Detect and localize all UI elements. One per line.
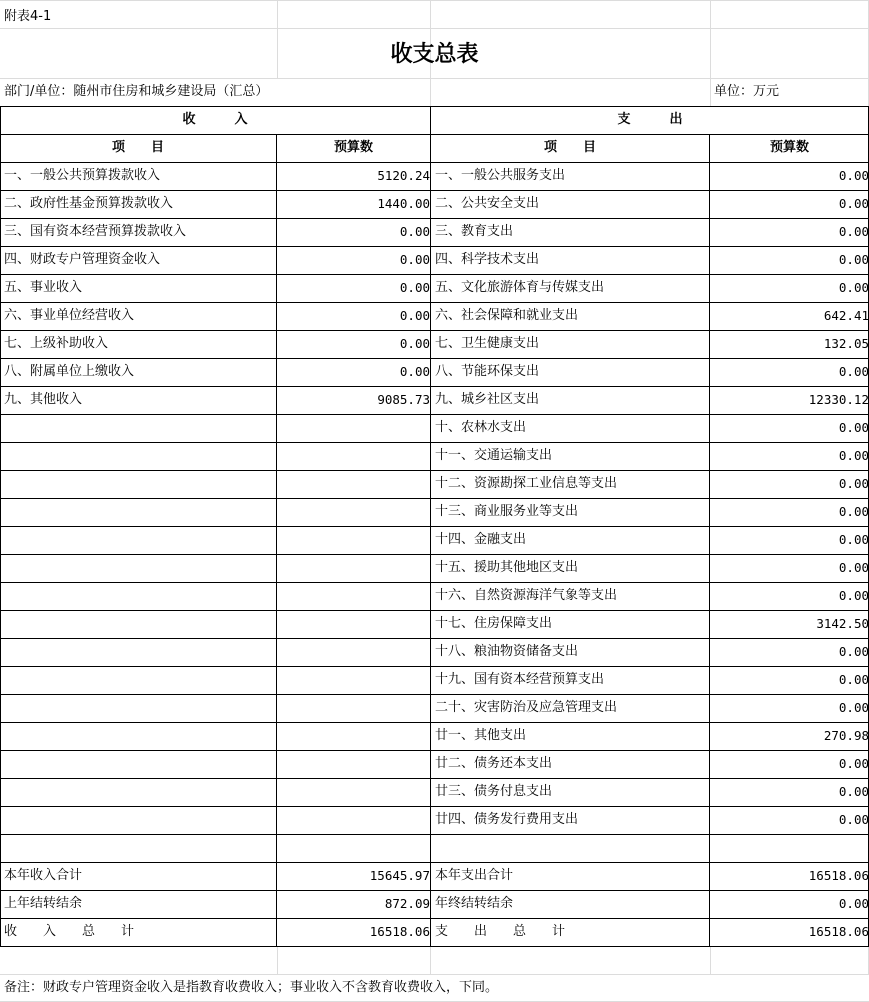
income-item-header[interactable]: 项 目	[111, 140, 164, 155]
sheet-gridline	[430, 946, 431, 974]
income-budget-cell[interactable]: 0.00	[399, 280, 430, 295]
sheet-gridline	[0, 0, 869, 1]
income-budget-cell[interactable]	[277, 498, 433, 526]
expense-budget-cell[interactable]: 12330.12	[808, 392, 869, 407]
income-item-cell[interactable]	[0, 610, 280, 638]
expense-budget-cell[interactable]: 0.00	[838, 476, 869, 491]
expense-item-cell[interactable]: 四、科学技术支出	[435, 252, 540, 267]
expense-item-cell[interactable]: 廿三、债务付息支出	[435, 784, 553, 799]
income-item-cell[interactable]	[0, 638, 280, 666]
income-budget-cell[interactable]: 9085.73	[377, 392, 430, 407]
income-item-cell[interactable]: 三、国有资本经营预算拨款收入	[4, 224, 187, 239]
income-budget-cell[interactable]: 0.00	[399, 308, 430, 323]
page-title[interactable]: 收支总表	[390, 42, 479, 67]
expense-item-cell[interactable]: 本年支出合计	[435, 868, 514, 883]
expense-budget-cell[interactable]: 132.05	[823, 336, 869, 351]
expense-budget-cell[interactable]: 0.00	[838, 560, 869, 575]
expense-budget-cell[interactable]: 0.00	[838, 532, 869, 547]
expense-budget-cell[interactable]: 3142.50	[816, 616, 869, 631]
income-item-cell[interactable]	[0, 694, 280, 722]
income-item-cell[interactable]	[0, 722, 280, 750]
income-budget-cell[interactable]: 0.00	[399, 336, 430, 351]
income-budget-cell[interactable]	[277, 834, 433, 862]
income-budget-cell[interactable]	[277, 414, 433, 442]
footnote[interactable]: 备注：财政专户管理资金收入是指教育收费收入；事业收入不含教育收费收入，下同。	[4, 980, 499, 995]
income-item-cell[interactable]	[0, 666, 280, 694]
expense-budget-cell[interactable]: 0.00	[838, 448, 869, 463]
expense-budget-cell[interactable]: 0.00	[838, 756, 869, 771]
currency-unit-label[interactable]: 单位：万元	[714, 84, 780, 99]
income-budget-cell[interactable]	[277, 470, 433, 498]
income-budget-cell[interactable]	[277, 526, 433, 554]
expense-budget-cell[interactable]: 270.98	[823, 728, 869, 743]
expense-budget-cell[interactable]: 0.00	[838, 504, 869, 519]
table-border	[0, 946, 869, 947]
sheet-gridline	[710, 946, 711, 974]
expense-item-cell[interactable]: 十三、商业服务业等支出	[435, 504, 579, 519]
expense-item-cell[interactable]: 支 出 总 计	[435, 924, 566, 939]
expense-budget-cell[interactable]: 0.00	[838, 196, 869, 211]
income-item-cell[interactable]	[0, 442, 280, 470]
income-budget-cell[interactable]: 5120.24	[377, 168, 430, 183]
income-budget-header[interactable]: 预算数	[333, 140, 373, 155]
expense-budget-cell[interactable]: 0.00	[838, 168, 869, 183]
income-budget-cell[interactable]: 1440.00	[377, 196, 430, 211]
income-item-cell[interactable]	[0, 778, 280, 806]
expense-budget-cell[interactable]: 0.00	[838, 812, 869, 827]
income-item-cell[interactable]: 九、其他收入	[4, 392, 83, 407]
income-item-cell[interactable]	[0, 470, 280, 498]
expense-item-cell[interactable]: 十六、自然资源海洋气象等支出	[435, 588, 618, 603]
income-item-cell[interactable]	[0, 582, 280, 610]
income-header[interactable]: 收 入	[182, 112, 248, 127]
income-budget-cell[interactable]	[277, 694, 433, 722]
income-item-cell[interactable]: 七、上级补助收入	[4, 336, 109, 351]
income-budget-cell[interactable]	[277, 750, 433, 778]
expense-item-header[interactable]: 项 目	[543, 140, 596, 155]
expense-budget-cell[interactable]: 0.00	[838, 280, 869, 295]
expense-item-cell[interactable]: 六、社会保障和就业支出	[435, 308, 579, 323]
expense-item-cell[interactable]: 一、一般公共服务支出	[435, 168, 566, 183]
expense-budget-cell[interactable]: 16518.06	[808, 868, 869, 883]
income-budget-cell[interactable]: 0.00	[399, 252, 430, 267]
expense-budget-cell[interactable]: 0.00	[838, 644, 869, 659]
expense-header[interactable]: 支 出	[617, 112, 683, 127]
expense-budget-cell[interactable]: 0.00	[838, 252, 869, 267]
income-budget-cell[interactable]	[277, 778, 433, 806]
income-budget-cell[interactable]	[277, 610, 433, 638]
expense-item-cell[interactable]: 十四、金融支出	[435, 532, 527, 547]
expense-budget-cell[interactable]: 0.00	[838, 700, 869, 715]
expense-budget-cell[interactable]: 16518.06	[808, 924, 869, 939]
expense-item-cell[interactable]	[431, 834, 713, 862]
expense-item-cell[interactable]: 十、农林水支出	[435, 420, 527, 435]
income-budget-cell[interactable]	[277, 666, 433, 694]
income-item-cell[interactable]: 上年结转结余	[4, 896, 83, 911]
income-budget-cell[interactable]	[277, 582, 433, 610]
appendix-label[interactable]: 附表4-1	[4, 9, 52, 24]
expense-budget-cell[interactable]	[710, 834, 869, 862]
income-item-cell[interactable]	[0, 498, 280, 526]
income-budget-cell[interactable]	[277, 638, 433, 666]
expense-item-cell[interactable]: 十一、交通运输支出	[435, 448, 553, 463]
expense-item-cell[interactable]: 三、教育支出	[435, 224, 514, 239]
income-budget-cell[interactable]: 0.00	[399, 224, 430, 239]
income-item-cell[interactable]: 本年收入合计	[4, 868, 83, 883]
expense-budget-header[interactable]: 预算数	[769, 140, 809, 155]
income-item-cell[interactable]: 六、事业单位经营收入	[4, 308, 135, 323]
income-item-cell[interactable]	[0, 806, 280, 834]
expense-item-cell[interactable]: 二十、灾害防治及应急管理支出	[435, 700, 618, 715]
expense-item-cell[interactable]: 九、城乡社区支出	[435, 392, 540, 407]
expense-budget-cell[interactable]: 0.00	[838, 784, 869, 799]
expense-item-cell[interactable]: 十二、资源勘探工业信息等支出	[435, 476, 618, 491]
expense-item-cell[interactable]: 廿四、债务发行费用支出	[435, 812, 579, 827]
income-item-cell[interactable]	[0, 554, 280, 582]
income-item-cell[interactable]	[0, 834, 280, 862]
income-item-cell[interactable]: 四、财政专户管理资金收入	[4, 252, 161, 267]
expense-budget-cell[interactable]: 0.00	[838, 224, 869, 239]
income-item-cell[interactable]: 八、附属单位上缴收入	[4, 364, 135, 379]
expense-budget-cell[interactable]: 0.00	[838, 588, 869, 603]
expense-budget-cell[interactable]: 0.00	[838, 672, 869, 687]
expense-item-cell[interactable]: 廿一、其他支出	[435, 728, 527, 743]
income-item-cell[interactable]	[0, 526, 280, 554]
expense-budget-cell[interactable]: 642.41	[823, 308, 869, 323]
expense-item-cell[interactable]: 五、文化旅游体育与传媒支出	[435, 280, 605, 295]
sheet-gridline	[277, 946, 278, 974]
expense-item-cell[interactable]: 七、卫生健康支出	[435, 336, 540, 351]
income-item-cell[interactable]: 收 入 总 计	[4, 924, 135, 939]
expense-item-cell[interactable]: 廿二、债务还本支出	[435, 756, 553, 771]
income-item-cell[interactable]	[0, 414, 280, 442]
income-budget-cell[interactable]	[277, 806, 433, 834]
income-budget-cell[interactable]	[277, 442, 433, 470]
income-item-cell[interactable]: 一、一般公共预算拨款收入	[4, 168, 161, 183]
expense-budget-cell[interactable]: 0.00	[838, 896, 869, 911]
expense-budget-cell[interactable]: 0.00	[838, 420, 869, 435]
income-budget-cell[interactable]: 16518.06	[369, 924, 430, 939]
expense-budget-cell[interactable]: 0.00	[838, 364, 869, 379]
expense-item-cell[interactable]: 十八、粮油物资储备支出	[435, 644, 579, 659]
income-item-cell[interactable]: 二、政府性基金预算拨款收入	[4, 196, 174, 211]
expense-item-cell[interactable]: 年终结转结余	[435, 896, 514, 911]
department-unit-label[interactable]: 部门/单位：随州市住房和城乡建设局（汇总）	[4, 84, 269, 99]
income-budget-cell[interactable]: 0.00	[399, 364, 430, 379]
income-budget-cell[interactable]: 872.09	[384, 896, 430, 911]
income-item-cell[interactable]	[0, 750, 280, 778]
expense-item-cell[interactable]: 十七、住房保障支出	[435, 616, 553, 631]
income-budget-cell[interactable]: 15645.97	[369, 868, 430, 883]
income-budget-cell[interactable]	[277, 722, 433, 750]
income-item-cell[interactable]: 五、事业收入	[4, 280, 83, 295]
expense-item-cell[interactable]: 十九、国有资本经营预算支出	[435, 672, 605, 687]
expense-item-cell[interactable]: 八、节能环保支出	[435, 364, 540, 379]
expense-item-cell[interactable]: 二、公共安全支出	[435, 196, 540, 211]
expense-item-cell[interactable]: 十五、援助其他地区支出	[435, 560, 579, 575]
income-budget-cell[interactable]	[277, 554, 433, 582]
